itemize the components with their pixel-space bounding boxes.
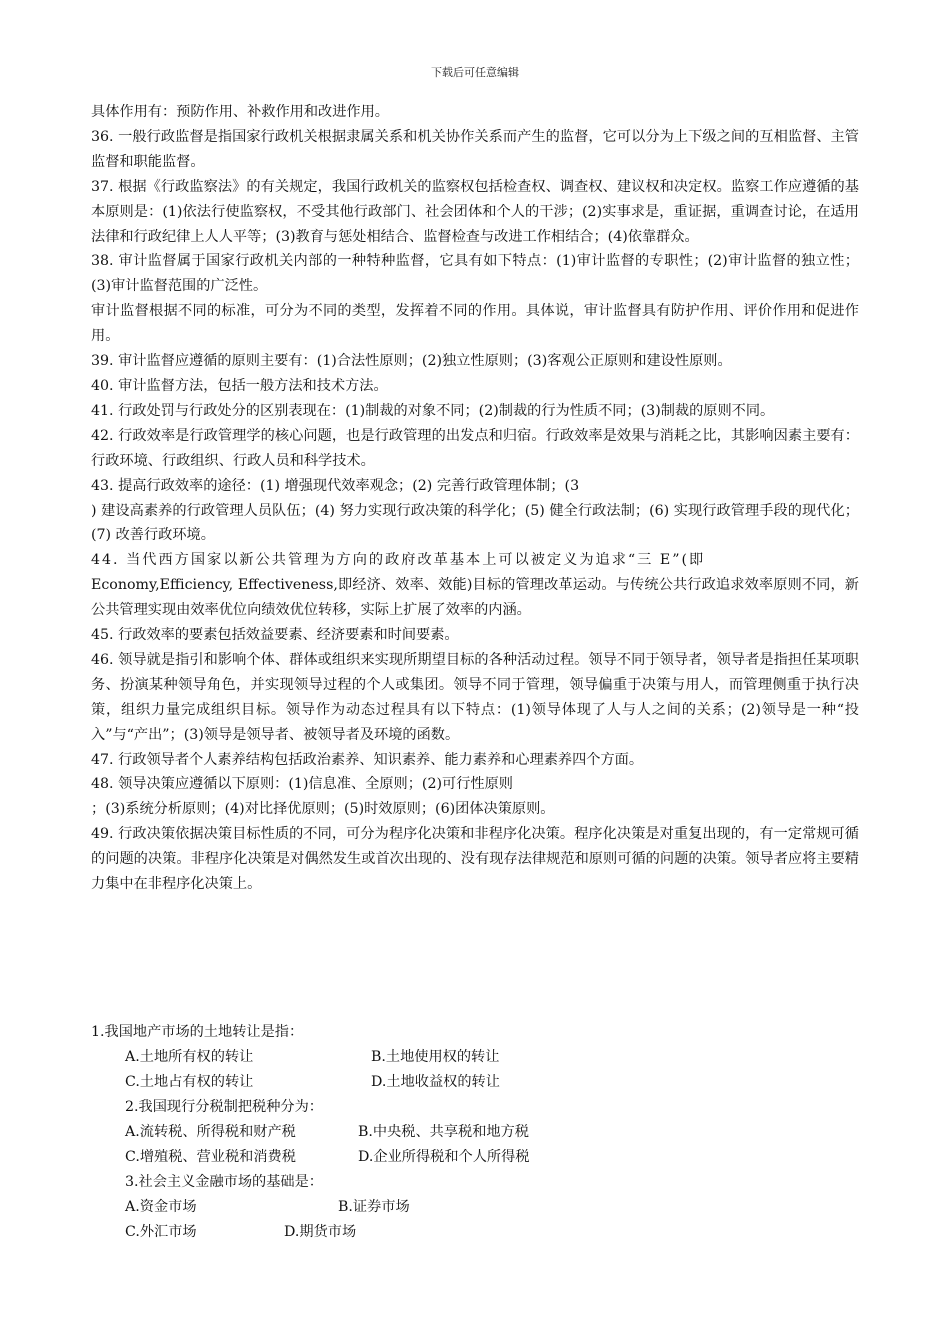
quiz-option: B.土地使用权的转让 — [371, 1049, 500, 1065]
paragraph: 46. 领导就是指引和影响个体、群体或组织来实现所期望目标的各种活动过程。领导不同于领导者，领导者是指担任某项职务、扮演某种领导角色，并实现领导过程的个人或集团。领导不同于管理，领导偏重于决策与用人，而管理侧重于执行决策，组织力量完成组织目标。领导作为动态过程具有以下特点：(1)领导体现了人与人之间的关系；(2)领导是一种“投入”与“产出”；(3)领导是领导者、被领导者及环境的函数。 — [91, 651, 859, 743]
quiz-options-row — [91, 1220, 859, 1245]
paragraph: 42. 行政效率是行政管理学的核心问题，也是行政管理的出发点和归宿。行政效率是效果与消耗之比，其影响因素主要有：行政环境、行政组织、行政人员和科学技术。 — [91, 427, 859, 469]
paragraph: ) 建设高素养的行政管理人员队伍；(4) 努力实现行政决策的科学化；(5) 健全行政法制；(6) 实现行政管理手段的现代化；(7) 改善行政环境。 — [91, 502, 859, 544]
paragraph: 39. 审计监督应遵循的原则主要有：(1)合法性原则；(2)独立性原则；(3)客观公正原则和建设性原则。 — [91, 353, 732, 370]
paragraph: ；(3)系统分析原则；(4)对比择优原则；(5)时效原则；(6)团体决策原则。 — [91, 801, 555, 818]
quiz-option: A.流转税、所得税和财产税 — [125, 1124, 296, 1140]
paragraph: 审计监督根据不同的标准，可分为不同的类型，发挥着不同的作用。具体说，审计监督具有防护作用、评价作用和促进作用。 — [91, 303, 859, 345]
quiz-option: A.土地所有权的转让 — [125, 1049, 254, 1065]
quiz-option: C.土地占有权的转让 — [125, 1074, 254, 1090]
paragraph: 37. 根据《行政监察法》的有关规定，我国行政机关的监察权包括检查权、调查权、建议权和决定权。监察工作应遵循的基本原则是：(1)依法行使监察权，不受其他行政部门、社会团体和个人的干涉；(2)实事求是，重证据，重调查讨论，在适用法律和行政纪律上人人平等；(3)教育与惩处相结合、监督检查与改进工作相结合；(4)依靠群众。 — [91, 178, 859, 245]
quiz-options-row — [91, 1120, 859, 1145]
paragraph: 44. 当代西方国家以新公共管理为方向的政府改革基本上可以被定义为追求“三 E”(即 — [91, 552, 706, 569]
quiz-option: C.外汇市场 — [125, 1224, 197, 1240]
quiz-question: 2.我国现行分税制把税种分为： — [125, 1099, 323, 1115]
quiz-option: A.资金市场 — [125, 1199, 197, 1215]
quiz-question: 3.社会主义金融市场的基础是： — [125, 1174, 323, 1190]
paragraph: 47. 行政领导者个人素养结构包括政治素养、知识素养、能力素养和心理素养四个方面。 — [91, 751, 644, 768]
quiz-option: D.土地收益权的转让 — [371, 1074, 500, 1090]
page-header: 下载后可任意编辑 — [431, 66, 519, 79]
quiz-options-row — [91, 1045, 859, 1070]
paragraph: 41. 行政处罚与行政处分的区别表现在：(1)制裁的对象不同；(2)制裁的行为性质不同；(3)制裁的原则不同。 — [91, 402, 775, 419]
paragraph: 49. 行政决策依据决策目标性质的不同，可分为程序化决策和非程序化决策。程序化决策是对重复出现的，有一定常规可循的问题的决策。非程序化决策是对偶然发生或首次出现的、没有现存法律规范和原则可循的问题的决策。领导者应将主要精力集中在非程序化决策上。 — [91, 826, 859, 893]
paragraph: 45. 行政效率的要素包括效益要素、经济要素和时间要素。 — [91, 627, 459, 644]
quiz-options-row — [91, 1070, 859, 1095]
quiz-option: B.中央税、共享税和地方税 — [358, 1124, 529, 1140]
quiz-option: D.企业所得税和个人所得税 — [358, 1149, 530, 1165]
quiz-section — [91, 1020, 859, 1245]
document-body — [91, 100, 859, 897]
paragraph: 48. 领导决策应遵循以下原则：(1)信息准、全原则；(2)可行性原则 — [91, 776, 513, 793]
paragraph: 36. 一般行政监督是指国家行政机关根据隶属关系和机关协作关系而产生的监督，它可以分为上下级之间的互相监督、主管监督和职能监督。 — [91, 128, 859, 170]
quiz-options-row — [91, 1195, 859, 1220]
paragraph: Economy,Efficiency, Effectiveness,即经济、效率、效能)目标的管理改革运动。与传统公共行政追求效率原则不同，新公共管理实现由效率优位向绩效优位转移，实际上扩展了效率的内涵。 — [91, 577, 859, 619]
paragraph: 具体作用有：预防作用、补救作用和改进作用。 — [91, 104, 389, 120]
paragraph: 43. 提高行政效率的途径：(1) 增强现代效率观念；(2) 完善行政管理体制；(3 — [91, 477, 580, 494]
quiz-option: B.证券市场 — [338, 1199, 410, 1215]
quiz-options-row — [91, 1145, 859, 1170]
paragraph: 38. 审计监督属于国家行政机关内部的一种特种监督，它具有如下特点：(1)审计监督的专职性；(2)审计监督的独立性；(3)审计监督范围的广泛性。 — [91, 253, 859, 295]
paragraph: 40. 审计监督方法，包括一般方法和技术方法。 — [91, 377, 388, 394]
quiz-option: D.期货市场 — [284, 1224, 357, 1240]
quiz-option: C.增殖税、营业税和消费税 — [125, 1149, 296, 1165]
quiz-question: 1.我国地产市场的土地转让是指： — [91, 1024, 304, 1040]
